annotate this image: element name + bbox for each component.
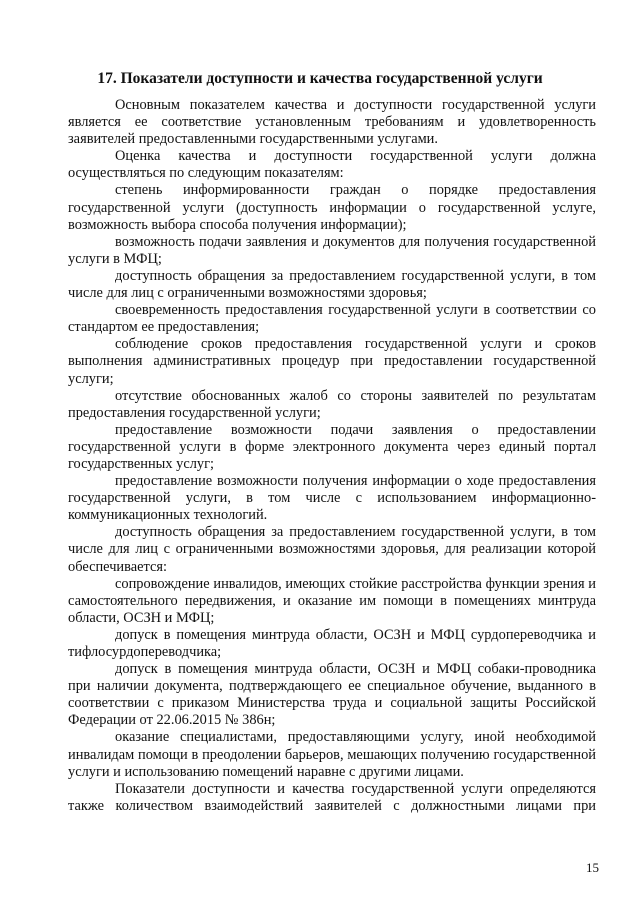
paragraph: допуск в помещения минтруда области, ОСЗН и МФЦ сурдопереводчика и тифлосурдопереводчика; <box>68 626 596 660</box>
paragraph: своевременность предоставления государственной услуги в соответствии со стандартом ее предоставления; <box>68 302 596 336</box>
paragraph: возможность подачи заявления и документов для получения государственной услуги в МФЦ; <box>68 233 596 267</box>
paragraph: отсутствие обоснованных жалоб со стороны заявителей по результатам предоставления государственной услуги; <box>68 387 596 421</box>
paragraph: Показатели доступности и качества государственной услуги определяются также количеством взаимодействий заявителей с должностными лицами при <box>68 780 596 814</box>
paragraph: предоставление возможности получения информации о ходе предоставления государственной услуги, в том числе с использованием информационно-коммуникационных технологий. <box>68 473 596 524</box>
page-number: 15 <box>586 860 599 875</box>
paragraph: степень информированности граждан о порядке предоставления государственной услуги (доступность информации о государственной услуге, возможность выбора способа получения информации); <box>68 182 596 233</box>
document-body <box>68 97 596 815</box>
section-heading: 17. Показатели доступности и качества государственной услуги <box>97 70 543 87</box>
paragraph: предоставление возможности подачи заявления о предоставлении государственной услуги в форме электронного документа через единый портал государственных услуг; <box>68 421 596 472</box>
paragraph: доступность обращения за предоставлением государственной услуги, в том числе для лиц с ограниченными возможностями здоровья, для реализации которой обеспечивается: <box>68 524 596 575</box>
paragraph: оказание специалистами, предоставляющими услугу, иной необходимой инвалидам помощи в преодолении барьеров, мешающих получению государственной услуги и использованию помещений наравне с другими лицами. <box>68 729 596 780</box>
paragraph: допуск в помещения минтруда области, ОСЗН и МФЦ собаки-проводника при наличии документа, подтверждающего ее специальное обучение, выданного в соответствии с приказом Министерства труда и социальной защиты Российской Федерации от 22.06.2015 № 386н; <box>68 661 596 729</box>
paragraph: соблюдение сроков предоставления государственной услуги и сроков выполнения административных процедур при предоставлении государственной услуги; <box>68 336 596 387</box>
paragraph: Оценка качества и доступности государственной услуги должна осуществляться по следующим показателям: <box>68 148 596 182</box>
paragraph: сопровождение инвалидов, имеющих стойкие расстройства функции зрения и самостоятельного передвижения, и оказание им помощи в помещениях минтруда области, ОСЗН и МФЦ; <box>68 575 596 626</box>
paragraph: Основным показателем качества и доступности государственной услуги является ее соответствие установленным требованиям и удовлетворенность заявителей предоставленными государственными услугами. <box>68 97 596 148</box>
paragraph: доступность обращения за предоставлением государственной услуги, в том числе для лиц с ограниченными возможностями здоровья; <box>68 267 596 302</box>
